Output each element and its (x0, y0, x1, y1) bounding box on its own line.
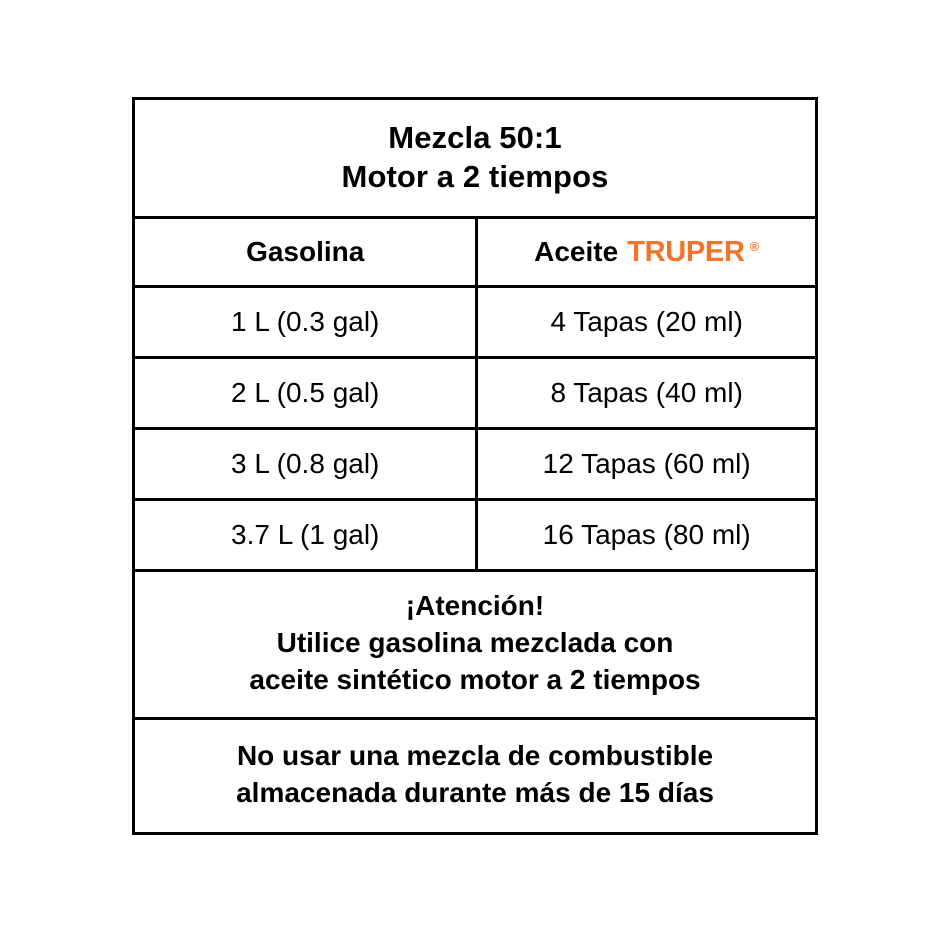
table-title-row (135, 100, 815, 216)
warning-line-2: almacenada durante más de 15 días (236, 776, 714, 808)
warning-line-1: No usar una mezcla de combustible (236, 739, 714, 771)
table-header-row (135, 216, 815, 285)
column-header-oil (478, 219, 815, 285)
oil-value: 16 Tapas (80 ml) (542, 519, 751, 551)
attention-notice-row (135, 569, 815, 717)
title-line-1: Mezcla 50:1 (388, 120, 562, 155)
oil-value: 4 Tapas (20 ml) (550, 306, 743, 338)
attention-notice-cell (145, 584, 805, 703)
gasoline-value: 2 L (0.5 gal) (135, 359, 478, 427)
attention-line-2: aceite sintético motor a 2 tiempos (249, 664, 701, 695)
oil-label: Aceite (534, 235, 619, 267)
column-header-gasoline: Gasolina (135, 219, 478, 285)
fuel-mix-table (132, 97, 818, 835)
table-row (135, 356, 815, 427)
table-row (135, 498, 815, 569)
table-row (135, 427, 815, 498)
storage-warning-row (135, 717, 815, 832)
oil-value: 8 Tapas (40 ml) (550, 377, 743, 409)
table-title-cell (141, 114, 809, 200)
storage-warning-cell (145, 734, 805, 816)
table-row (135, 285, 815, 356)
gasoline-value: 3 L (0.8 gal) (135, 430, 478, 498)
oil-value: 12 Tapas (60 ml) (542, 448, 751, 480)
attention-line-1: Utilice gasolina mezclada con (276, 627, 674, 659)
gasoline-value: 1 L (0.3 gal) (135, 288, 478, 356)
title-line-2: Motor a 2 tiempos (341, 159, 609, 195)
registered-trademark-icon: ® (749, 238, 760, 254)
oil-brand-group (534, 236, 759, 269)
truper-logo-text: TRUPER (627, 235, 745, 268)
attention-heading: ¡Atención! (405, 590, 545, 622)
gasoline-value: 3.7 L (1 gal) (135, 501, 478, 569)
